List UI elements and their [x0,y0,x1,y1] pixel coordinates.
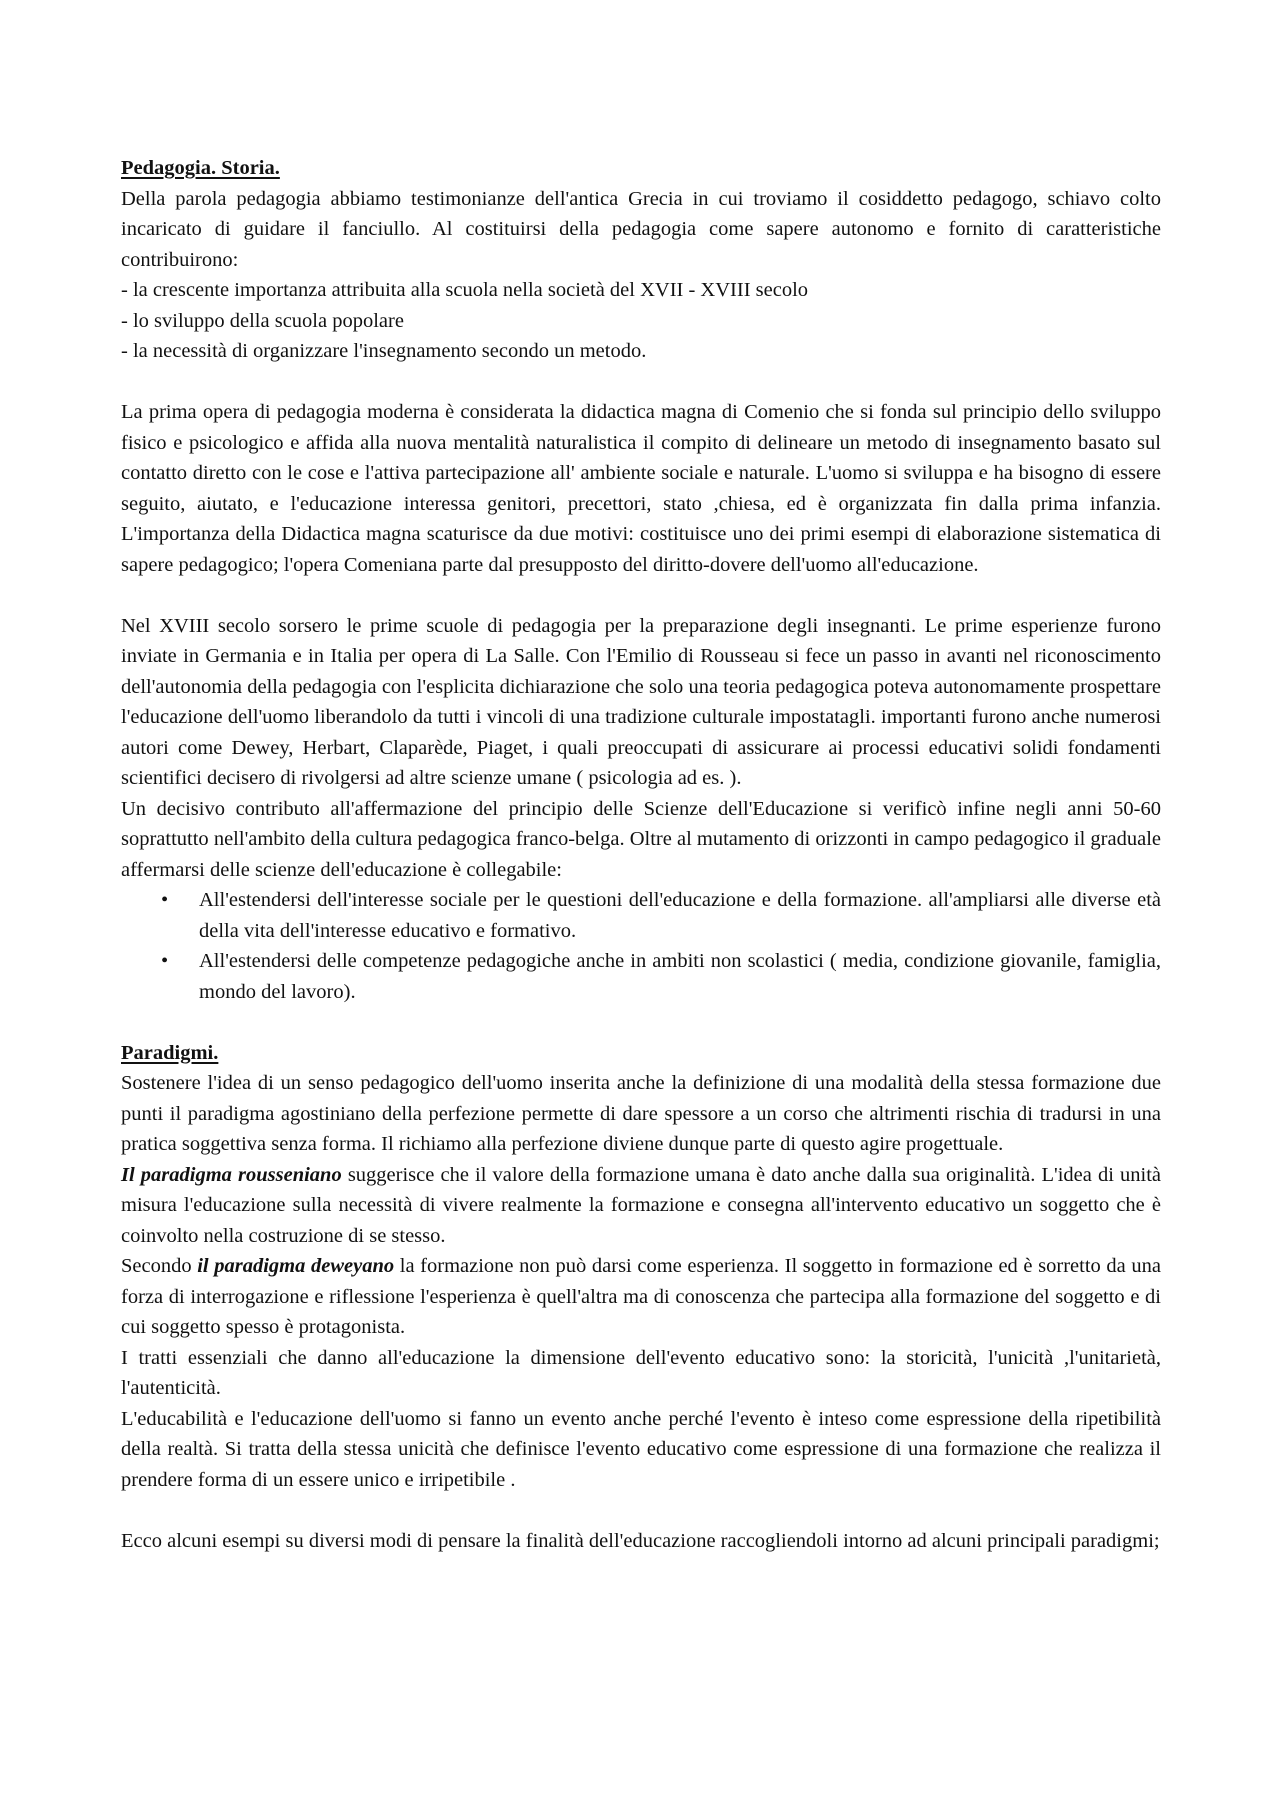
spacer [121,367,1161,398]
paragraph-tratti-essenziali: I tratti essenziali che danno all'educazione la dimensione dell'evento educativo sono: la storicità, l'unicità ,l'unitarietà, l'autenticità. [121,1346,1161,1399]
paragraph-xviii-secolo: Nel XVIII secolo sorsero le prime scuole di pedagogia per la preparazione degli insegnanti. Le prime esperienze furono inviate in Germania e in Italia per opera di La Salle. Con l'Emilio di Rousseau si fece un passo in avanti nel riconoscimento dell'autonomia della pedagogia con l'esplicita dichiarazione che solo una teoria pedagogica poteva autonomamente prospettare l'educazione dell'uomo liberandolo da tutti i vincoli di una tradizione culturale impostatagli. importanti furono anche numerosi autori come Dewey, Herbart, Claparède, Piaget, i quali preoccupati di assicurare ai processi educativi solidi fondamenti scientifici decisero di rivolgersi ad altre scienze umane ( psicologia ad es. ). [121,614,1161,789]
bullet-text: All'estendersi delle competenze pedagogiche anche in ambiti non scolastici ( media, condizione giovanile, famiglia, mondo del lavoro). [199,950,1161,1003]
bullet-icon: • [161,889,169,911]
paragraph-comenio: La prima opera di pedagogia moderna è considerata la didactica magna di Comenio che si fonda sul principio dello sviluppo fisico e psicologico e affida alla nuova mentalità naturalistica il compito di delineare un metodo di insegnamento basato sul contatto diretto con le cose e l'attiva partecipazione all' ambiente sociale e naturale. L'uomo si sviluppa e ha bisogno di essere seguito, aiutato, e l'educazione interessa genitori, precettori, stato ,chiesa, ed è organizzata fin dalla prima infanzia. L'importanza della Didactica magna scaturisce da due motivi: costituisce uno dei primi esempi di elaborazione sistematica di sapere pedagogico; l'opera Comeniana parte dal presupposto del diritto-dovere dell'uomo all'educazione. [121,401,1161,576]
document-page [121,153,1161,1556]
section-title-storia: Pedagogia. Storia. [121,157,280,179]
paragraph-agostiniano: Sostenere l'idea di un senso pedagogico dell'uomo inserita anche la definizione di una modalità della stessa formazione due punti il paradigma agostiniano della perfezione permette di dare spessore a un corso che altrimenti rischia di tradursi in una pratica soggettiva senza forma. Il richiamo alla perfezione diviene dunque parte di questo agire progettuale. [121,1072,1161,1155]
spacer [121,580,1161,611]
list-item: - la necessità di organizzare l'insegnamento secondo un metodo. [121,340,647,362]
section-title-paradigmi: Paradigmi. [121,1041,219,1064]
emphasis-rousseniano: Il paradigma rousseniano [121,1163,342,1186]
bullet-item [121,946,1161,1007]
paragraph-scienze-educazione: Un decisivo contributo all'affermazione del principio delle Scienze dell'Educazione si verificò infine negli anni 50-60 soprattutto nell'ambito della cultura pedagogica franco-belga. Oltre al mutamento di orizzonti in campo pedagogico il graduale affermarsi delle scienze dell'educazione è collegabile: [121,797,1161,881]
bullet-list [121,885,1161,1007]
spacer [121,1495,1161,1526]
paragraph-deweyano-text: la formazione non può darsi come esperienza. Il soggetto in formazione ed è sorretto da una forza di interrogazione e riflessione l'esperienza è quell'altra ma di conoscenza che partecipa alla formazione del soggetto e di cui soggetto spesso è protagonista. [121,1255,1161,1338]
emphasis-deweyano: il paradigma deweyano [197,1255,395,1277]
paragraph-deweyano [121,1251,1161,1343]
paragraph-deweyano-prefix: Secondo [121,1255,198,1277]
paragraph-intro: Della parola pedagogia abbiamo testimonianze dell'antica Grecia in cui troviamo il cosiddetto pedagogo, schiavo colto incaricato di guidare il fanciullo. Al costituirsi della pedagogia come sapere autonomo e fornito di caratteristiche contribuirono: [121,187,1161,271]
list-item: - la crescente importanza attribuita alla scuola nella società del XVII - XVIII secolo [121,279,809,301]
paragraph-educabilita: L'educabilità e l'educazione dell'uomo si fanno un evento anche perché l'evento è inteso come espressione della ripetibilità della realtà. Si tratta della stessa unicità che definisce l'evento educativo come espressione di una formazione che realizza il prendere forma di un essere unico e irripetibile . [121,1407,1161,1491]
bullet-icon: • [161,950,169,972]
list-item: - lo sviluppo della scuola popolare [121,309,404,332]
bullet-item [121,885,1161,946]
bullet-text: All'estendersi dell'interesse sociale per le questioni dell'educazione e della formazione. all'ampliarsi alle diverse età della vita dell'interesse educativo e formativo. [199,889,1161,942]
paragraph-rousseniano [121,1160,1161,1252]
spacer [121,1007,1161,1038]
paragraph-rousseniano-text: suggerisce che il valore della formazione umana è dato anche dalla sua originalità. L'idea di unità misura l'educazione sulla necessità di vivere realmente la formazione e consegna all'intervento educativo un soggetto che è coinvolto nella costruzione di se stesso. [121,1163,1161,1247]
paragraph-esempi: Ecco alcuni esempi su diversi modi di pensare la finalità dell'educazione raccogliendoli intorno ad alcuni principali paradigmi; [121,1529,1160,1552]
